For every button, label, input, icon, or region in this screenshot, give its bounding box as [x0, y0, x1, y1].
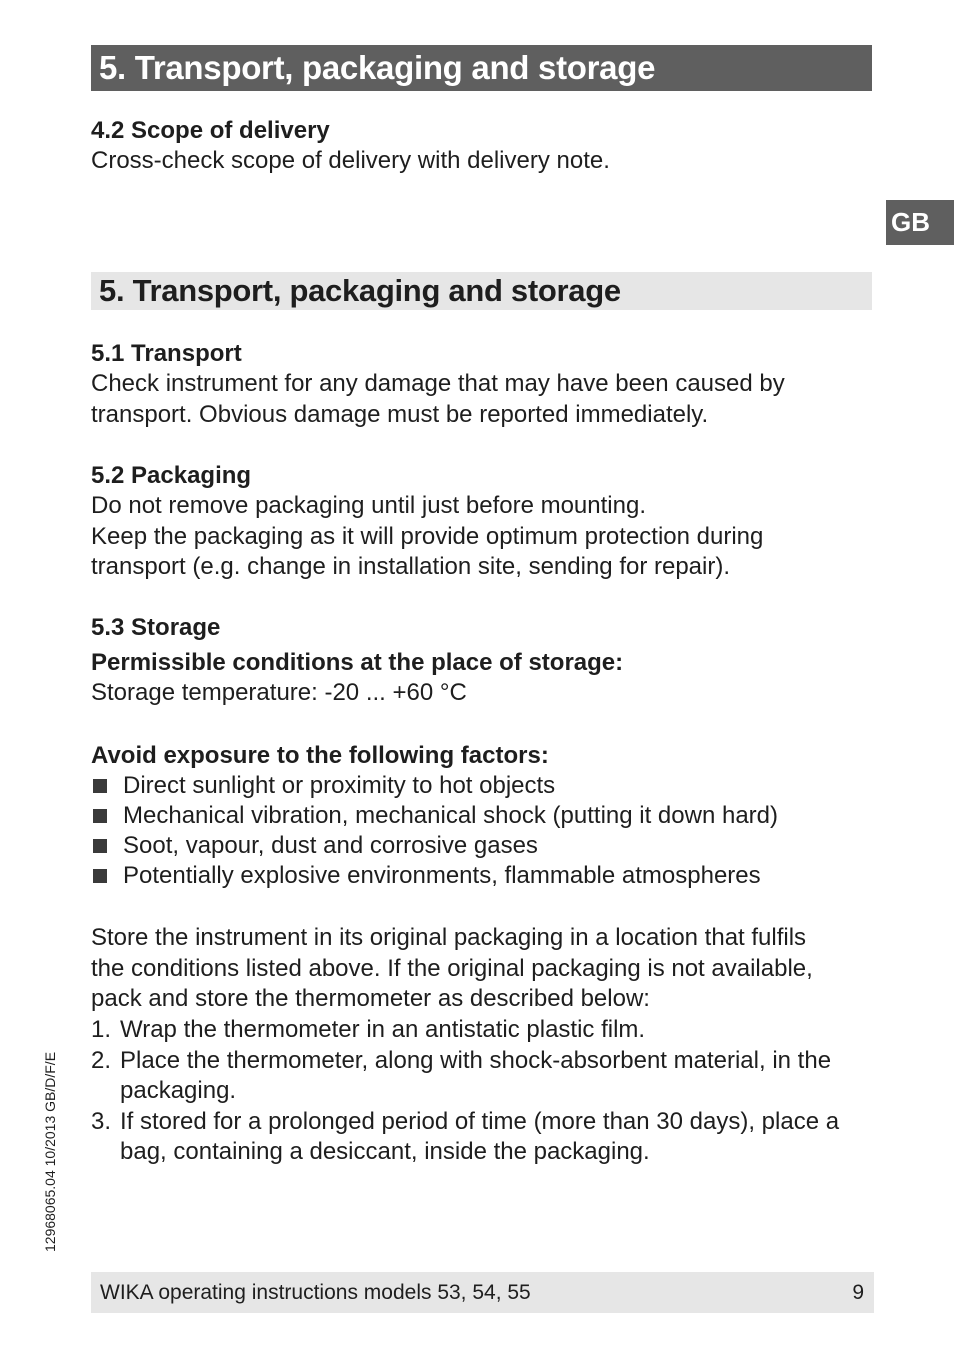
packaging-line: Keep the packaging as it will provide optimum protection during — [91, 522, 764, 550]
storage-heading: 5.3 Storage — [91, 614, 221, 641]
packaging-line: transport (e.g. change in installation site, sending for repair). — [91, 553, 731, 580]
footer-bar — [91, 1272, 874, 1313]
avoid-heading: Avoid exposure to the following factors: — [91, 742, 549, 769]
list-item — [91, 771, 881, 801]
step-text-continued: bag, containing a desiccant, inside the packaging. — [120, 1138, 650, 1166]
language-label: GB — [891, 207, 930, 237]
scope-text: Cross-check scope of delivery with delivery note. — [91, 147, 610, 174]
list-item — [91, 1107, 881, 1168]
storage-temperature: Storage temperature: -20 ... +60 °C — [91, 679, 467, 706]
section-title: 5. Transport, packaging and storage — [99, 273, 621, 308]
list-item — [91, 831, 881, 861]
scope-section — [91, 116, 881, 177]
bullet-square-icon — [93, 809, 107, 823]
bullet-square-icon — [93, 779, 107, 793]
bullet-square-icon — [93, 839, 107, 853]
factor-text: Mechanical vibration, mechanical shock (putting it down hard) — [123, 802, 778, 829]
step-text: If stored for a prolonged period of time (more than 30 days), place a — [120, 1107, 840, 1135]
step-text: Place the thermometer, along with shock-absorbent material, in the — [120, 1046, 832, 1074]
footer-text: WIKA operating instructions models 53, 54, 55 — [100, 1281, 531, 1304]
section-header — [91, 272, 872, 310]
list-item — [91, 801, 881, 831]
factor-text: Soot, vapour, dust and corrosive gases — [123, 832, 538, 859]
factor-text: Direct sunlight or proximity to hot objects — [123, 772, 556, 799]
page-number: 9 — [852, 1281, 864, 1304]
step-number: 1. — [91, 1016, 112, 1043]
list-item — [91, 861, 881, 891]
bullet-square-icon — [93, 869, 107, 883]
document-code: 12968065.04 10/2013 GB/D/F/E — [42, 1051, 58, 1252]
storage-intro-line: pack and store the thermometer as described below: — [91, 985, 650, 1012]
storage-steps-list — [91, 1015, 881, 1168]
storage-conditions-heading: Permissible conditions at the place of storage: — [91, 649, 624, 676]
step-number: 2. — [91, 1046, 112, 1074]
step-number: 3. — [91, 1107, 112, 1135]
avoid-section — [91, 741, 881, 771]
packaging-section — [91, 461, 881, 583]
storage-intro-line: Store the instrument in its original packaging in a location that fulfils — [91, 924, 807, 951]
list-item — [91, 1015, 881, 1046]
transport-line: transport. Obvious damage must be reported immediately. — [91, 400, 709, 428]
chapter-header — [91, 45, 872, 91]
transport-heading: 5.1 Transport — [91, 340, 242, 367]
scope-heading: 4.2 Scope of delivery — [91, 117, 330, 144]
factor-text: Potentially explosive environments, flammable atmospheres — [123, 862, 761, 889]
transport-line: Check instrument for any damage that may have been caused by — [91, 370, 785, 397]
packaging-heading: 5.2 Packaging — [91, 462, 252, 489]
language-tab — [886, 200, 954, 245]
storage-intro-line: the conditions listed above. If the original packaging is not available, — [91, 954, 813, 982]
storage-section — [91, 613, 881, 709]
chapter-title: 5. Transport, packaging and storage — [99, 49, 656, 86]
avoid-factors-list — [91, 771, 881, 891]
storage-intro — [91, 923, 881, 1015]
packaging-line: Do not remove packaging until just before mounting. — [91, 492, 646, 519]
transport-section — [91, 339, 881, 430]
step-text: Wrap the thermometer in an antistatic plastic film. — [120, 1016, 646, 1043]
step-text-continued: packaging. — [120, 1077, 237, 1105]
list-item — [91, 1046, 881, 1107]
